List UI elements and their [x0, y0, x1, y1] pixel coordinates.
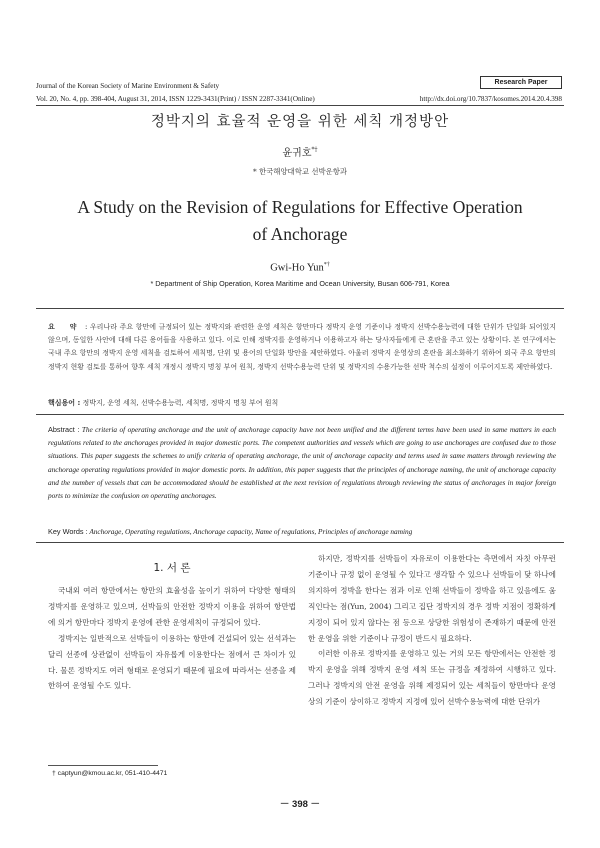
english-keywords-label: Key Words :: [48, 527, 88, 536]
abstract-mid-rule: [36, 414, 564, 415]
english-keywords-text: Anchorage, Operating regulations, Anchorage capacity, Name of regulations, Principles of anchorage naming: [89, 527, 413, 536]
english-title: A Study on the Revision of Regulations for Effective Operation of Anchorage: [77, 197, 523, 244]
abstract-top-rule: [36, 308, 564, 309]
left-column: [48, 583, 296, 694]
korean-keywords-label: 핵심용어 :: [48, 399, 81, 407]
korean-affiliation: * 한국해양대학교 선박운항과: [252, 167, 348, 176]
english-author: Gwi-Ho Yun*†: [270, 262, 330, 274]
body-paragraph: 이러한 이유로 정박지를 운영하고 있는 거의 모든 항만에서는 안전한 정박지 운영을 위해 정박지 운영 세칙 또는 규정을 제정하여 시행하고 있다. 그러나 정박지의 안전 운영을 위해 제정되어 있는 세칙들이 항만마다 운영상의 기준이 상이하고 정박지 지정에 있어 선박수용능력에 대한 단위가: [308, 649, 556, 707]
journal-volume-info: Vol. 20, No. 4, pp. 398-404, August 31, 2014, ISSN 1229-3431(Print) / ISSN 2287-3341(Online): [36, 95, 315, 103]
body-paragraph: 국내외 여러 항만에서는 항만의 효율성을 높이기 위하여 다양한 형태의 정박지를 운영하고 있으며, 선박들의 안전한 정박지 이용을 위하여 항만법에 의거 항만마다 정박지 운영에 관한 운영세칙이 규정되어 있다.: [48, 586, 296, 627]
korean-abstract-label: 요 약: [48, 323, 83, 331]
footnote-rule: [48, 765, 158, 766]
korean-abstract: 요 약 : 우리나라 주요 항만에 규정되어 있는 정박지와 관련한 운영 세칙은 항만마다 정박지 운영 기준이나 정박지 선박수용능력에 대한 단위가 단일화 되어있지 않으며, 동일한 사안에 대해 다른 용어들을 사용하고 있다. 이로 인해 정박지를 운영하거나 이용하고자 하는 당사자들에게 큰 혼란을 주고 있는 상황이다. 본 연구에서는 국내 주요 항만의 정박지 운영 세칙을 검토하여 세칙명, 단위 및 용어의 단일화 방안을 제안하였다. 아울러 정박지 운영상의 혼란을 최소화하기 위하여 외국 주요 항만의 정박지 현황 검토를 통하여 향후 세칙 개정시 정박지 명칭 부여 원칙, 정박지 선박수용능력 단위 및 정박지의 수용가능한 선박 척수의 설정이 이루어지도록 제안하였다.: [48, 323, 557, 371]
research-paper-badge: Research Paper: [480, 76, 562, 89]
header-rule: [36, 105, 564, 106]
body-paragraph: 정박지는 일반적으로 선박들이 이용하는 항만에 건설되어 있는 선석과는 달리 선종에 상관없이 선박들이 자유롭게 이용한다는 점에서 큰 차이가 있다. 물론 정박지도 여러 형태로 운영되기 때문에 필요에 따라서는 선종을 제한하여 운영될 수도 있다.: [48, 633, 296, 691]
page-number: － 398 －: [279, 799, 321, 810]
abstract-bottom-rule: [36, 542, 564, 543]
corresponding-author-footnote: † captyun@kmou.ac.kr, 051-410-4471: [52, 770, 168, 777]
english-abstract-label: Abstract :: [48, 425, 80, 434]
korean-author: 윤귀호*†: [282, 146, 318, 159]
english-abstract: [48, 423, 556, 502]
korean-keywords-text: 정박지, 운영 세칙, 선박수용능력, 세칙명, 정박지 명칭 부여 원칙: [82, 399, 279, 407]
body-paragraph: 하지만, 정박지를 선박들이 자유로이 이용한다는 측면에서 자칫 아무런 기준이나 규정 없이 운영될 수 있다고 생각할 수 있으나 선박들이 닻 하나에 의지하여 정박을 한다는 점과 이로 인해 선박들이 정박을 하고 있음에도 움직인다는 점(Yun, 2004) 그리고 집단 정박지의 경우 정박 지점이 정확하게 지정이 되어 있지 않다는 점 등으로 상당한 위험성이 존재하기 때문에 안전한 운영을 위한 기준이나 규정이 반드시 필요하다.: [308, 554, 556, 643]
korean-keywords: [48, 398, 556, 408]
section-heading: 1. 서 론: [153, 562, 191, 574]
journal-name: Journal of the Korean Society of Marine Environment & Safety: [36, 82, 220, 90]
english-affiliation: * Department of Ship Operation, Korea Maritime and Ocean University, Busan 606-791, Korea: [150, 279, 450, 288]
english-abstract-text: The criteria of operating anchorage and the unit of anchorage capacity have not been unified and the different terms have been used in same matters in each regulations related to the anchorages provided in major domestic ports. The competent authorities and vessels which are going to use anchorages are confused due to those situations. This paper suggests the schemes to unify criteria of operating anchorage, the unit of anchorage capacity and terms used in same matters through reviewing the anchorage operating regulations provided in major domestic ports. In addition, this paper suggests that the principles of anchorage naming, the unit of anchorage capacity and the number of vessels that can be accommodated should be established at the next revision of regulations through reviewing the status of anchorages in major foreign ports to minimize the confusion on operating anchorages.: [48, 425, 556, 501]
right-column: [308, 551, 556, 710]
korean-title: 정박지의 효율적 운영을 위한 세칙 개정방안: [150, 114, 450, 130]
korean-abstract-text: 우리나라 주요 항만에 규정되어 있는 정박지와 관련한 운영 세칙은 항만마다 정박지 운영 기준이나 정박지 선박수용능력에 대한 단위가 단일화 되어있지 않으며, 동일한 사안에 대해 다른 용어들을 사용하고 있다. 이로 인해 정박지를 운영하거나 이용하고자 하는 당사자들에게 큰 혼란을 주고 있는 상황이다. 본 연구에서는 국내 주요 항만의 정박지 운영 세칙을 검토하여 세칙명, 단위 및 용어의 단일화 방안을 제안하였다. 아울러 정박지 운영상의 혼란을 최소화하기 위하여 외국 주요 항만의 정박지 현황 검토를 통하여 향후 세칙 개정시 정박지 명칭 부여 원칙, 정박지 선박수용능력 단위 및 정박지의 수용가능한 선박 척수의 설정이 이루어지도록 제안하였다.: [48, 323, 557, 371]
english-keywords: [48, 527, 556, 536]
doi-link[interactable]: http://dx.doi.org/10.7837/kosomes.2014.20.4.398: [419, 95, 562, 103]
